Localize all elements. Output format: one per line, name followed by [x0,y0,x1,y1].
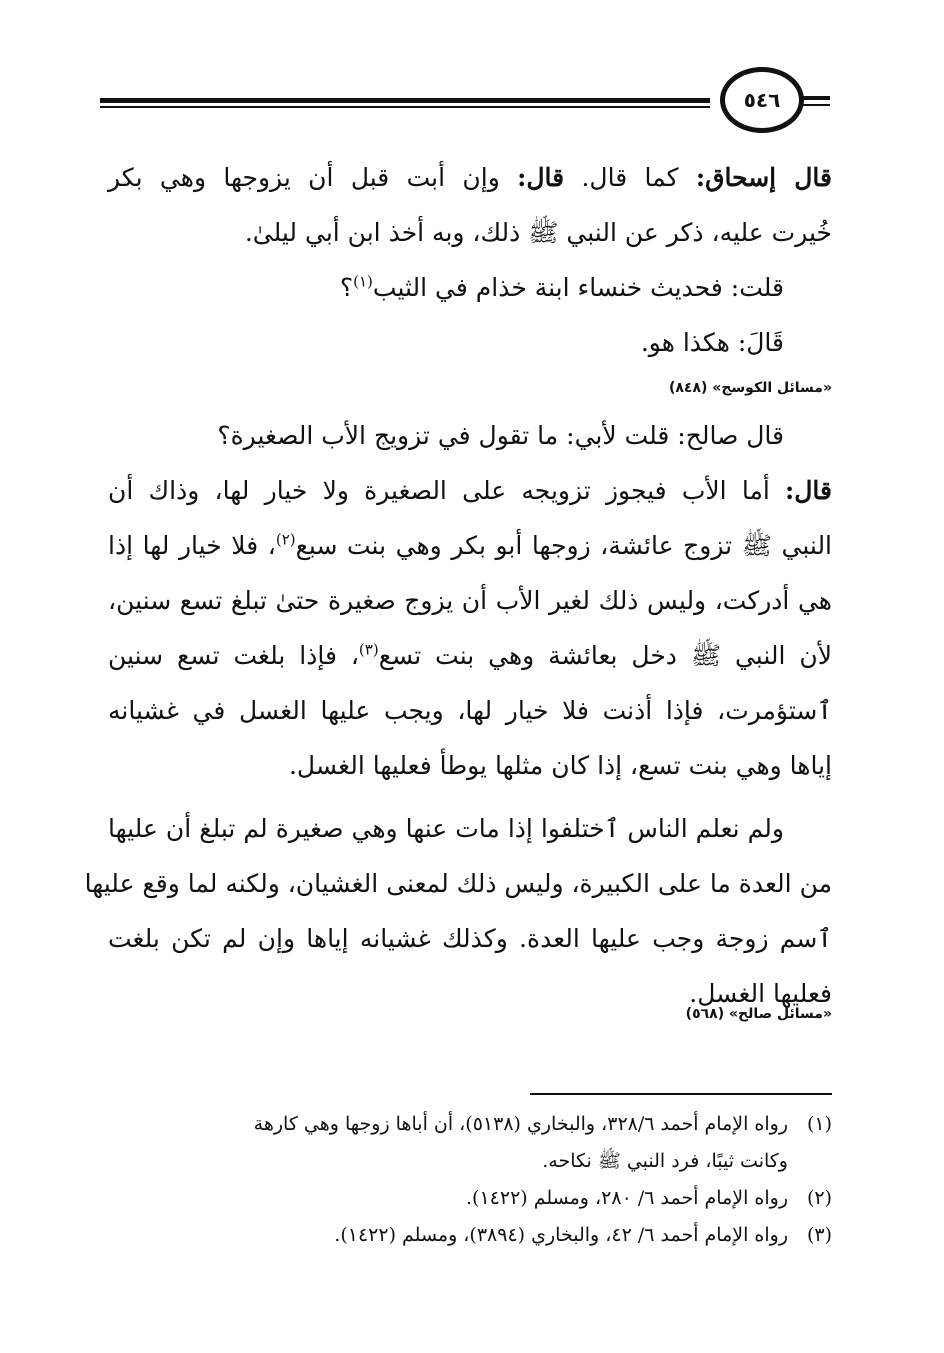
speaker-label: قال: [785,476,832,505]
footnote: (٣)رواه الإمام أحمد ٦/ ٤٢، والبخاري (٣٨٩٤)، ومسلم (١٤٢٢). [108,1217,832,1254]
source-citation: «مسائل الكوسج» (٨٤٨) [668,380,832,396]
header-rule-right [800,96,830,100]
footnote-mark: (٣) [358,640,379,659]
footnote-mark: (٢) [275,530,296,549]
speaker-label: قال إسحاق: [695,163,832,192]
text-line: النبي ﷺ تزوج عائشة، زوجها أبو بكر وهي بنت سبع$^{(٢)}$، فلا خيار لها إذا [108,530,833,560]
text-line: فعليها الغسل. [689,979,832,1008]
source-citation: «مسائل صالح» (٥٦٨) [685,1006,832,1022]
footnote-number: (٢) [806,1187,832,1209]
page-number: ٥٤٦ [743,88,781,112]
page-header [100,62,830,132]
text-line: إياها وهي بنت تسع، إذا كان مثلها يوطأ فعليها الغسل. [288,751,832,780]
footnote-continuation: وكانت ثيبًا، فرد النبي ﷺ نكاحه. [542,1150,788,1172]
text-line: ولم نعلم الناس ٱختلفوا إذا مات عنها وهي صغيرة لم تبلغ أن عليها [108,814,784,843]
footnote: (١)رواه الإمام أحمد ٣٢٨/٦، والبخاري (٥١٣٨)، أن أباها زوجها وهي كارهة [108,1106,832,1143]
footnote-mark: (١) [353,272,373,291]
question-line: قال صالح: قلت لأبي: ما تقول في تزويج الأب الصغيرة؟ [217,421,784,450]
text-line: ٱسم زوجة وجب عليها العدة. وكذلك غشيانه إياها وإن لم تكن بلغت [108,924,832,953]
header-rule [100,98,710,103]
speaker-label: قال: [517,163,565,192]
text-line: قال: أما الأب فيجوز تزويجه على الصغيرة ولا خيار لها، وذاك أن [108,476,832,505]
header-rule-thin [100,106,710,108]
text-line: ٱستؤمرت، فإذا أذنت فلا خيار لها، ويجب عليها الغسل في غشيانه [108,696,832,725]
block-salih [84,408,833,1021]
page-number-badge [720,67,804,133]
footnote-separator [530,1093,832,1095]
text-line: من العدة ما على الكبيرة، وليس ذلك لمعنى الغشيان، ولكنه لما وقع عليها [84,869,832,898]
header-rule-right-thin [800,104,830,106]
text-line: قَالَ: هكذا هو. [640,328,784,357]
footnote-number: (٣) [806,1224,832,1246]
footnote-number: (١) [806,1113,832,1135]
footnotes [108,1106,832,1254]
block-ishaq [108,150,832,370]
text-line: خُيرت عليه، ذكر عن النبي ﷺ ذلك، وبه أخذ ابن أبي ليلىٰ. [244,218,832,247]
text-line: قلت: فحديث خنساء ابنة خذام في الثيب$^{(١)}$؟ [339,272,784,302]
footnote: (٢)رواه الإمام أحمد ٦/ ٢٨٠، ومسلم (١٤٢٢). [108,1180,832,1217]
text-line: قال إسحاق: كما قال. قال: وإن أبت قبل أن يزوجها وهي بكر [108,163,832,192]
text-line: لأن النبي ﷺ دخل بعائشة وهي بنت تسع$^{(٣)}$، فإذا بلغت تسع سنين [108,640,833,670]
text-line: هي أدركت، وليس ذلك لغير الأب أن يزوج صغيرة حتىٰ تبلغ تسع سنين، [108,586,832,615]
